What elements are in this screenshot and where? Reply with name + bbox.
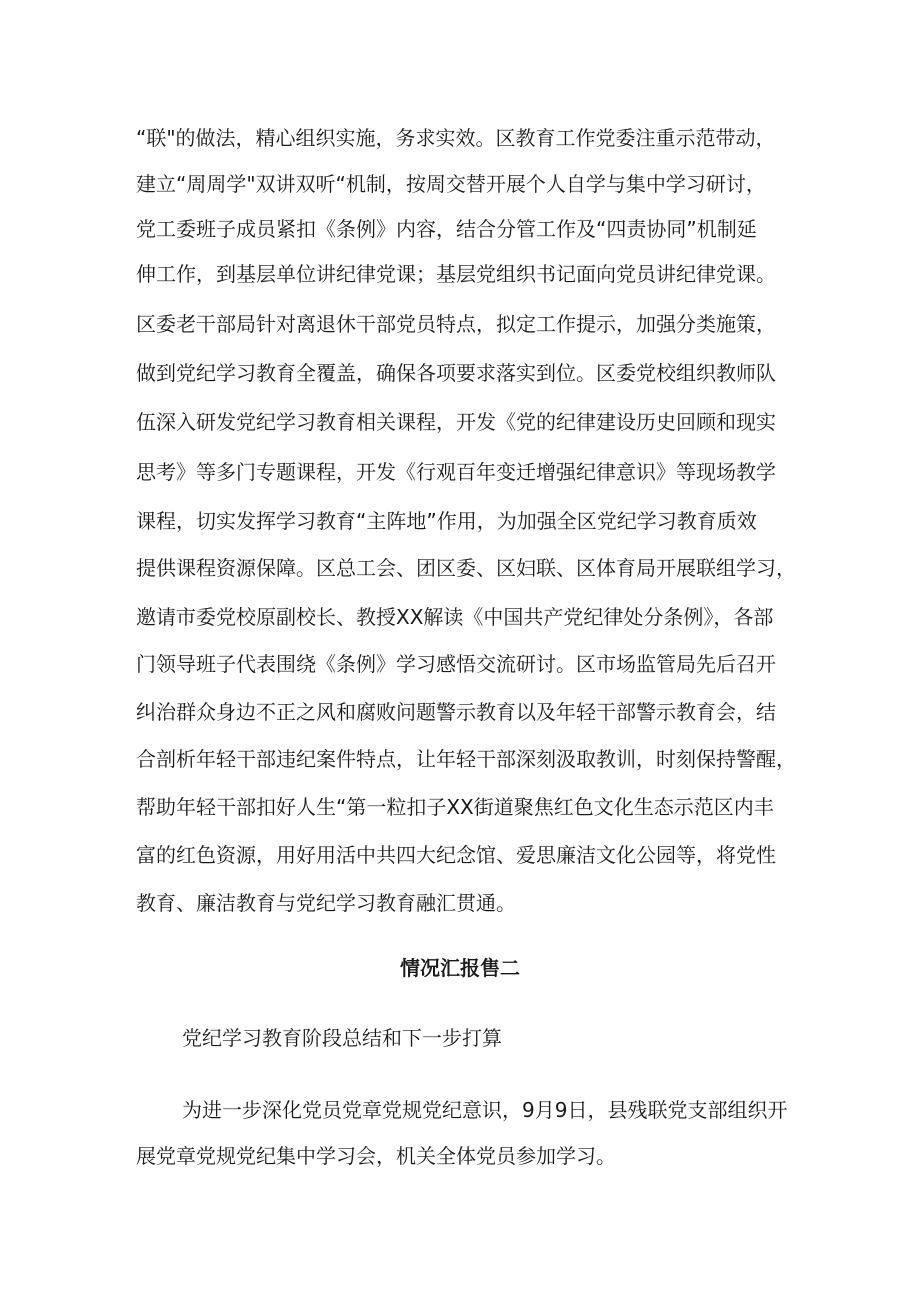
paragraph-line: 伸工作，到基层单位讲纪律党课；基层党组织书记面向党员讲纪律党课。: [136, 262, 776, 286]
paragraph-line: 区委老干部局针对离退休干部党员特点，拟定工作提示，加强分类施策，: [136, 312, 776, 336]
paragraph-line: 建立“周周学"双讲双听“机制，按周交替开展个人自学与集中学习研讨，: [136, 172, 766, 196]
paragraph-line: 合剖析年轻干部违纪案件特点，让年轻干部深刻汲取教训，时刻保持警醒，: [136, 747, 796, 771]
paragraph-line: 教育、廉洁教育与党纪学习教育融汇贯通。: [136, 891, 516, 915]
section-heading: 情况汇报售二: [400, 956, 520, 980]
paragraph-line: 提供课程资源保障。区总工会、团区委、区妇联、区体育局开展联组学习，: [136, 556, 796, 580]
paragraph-line: 伍深入研发党纪学习教育相关课程，开发《党的纪律建设历史回顾和现实: [136, 410, 776, 434]
paragraph-line: 富的红色资源，用好用活中共四大纪念馆、爱思廉洁文化公园等，将党性: [136, 843, 776, 867]
paragraph-line: 做到党纪学习教育全覆盖，确保各项要求落实到位。区委党校组织教师队: [136, 361, 776, 385]
subtitle: 党纪学习教育阶段总结和下一步打算: [182, 1026, 502, 1050]
paragraph-line: 纠治群众身边不正之风和腐败问题警示教育以及年轻干部警示教育会，结: [136, 700, 776, 724]
paragraph-line: 为进一步深化党员党章党规党纪意识，9月9日，县残联党支部组织开: [182, 1098, 788, 1122]
paragraph-line: 思考》等多门专题课程，开发《行观百年变迁增强纪律意识》等现场教学: [136, 460, 776, 484]
paragraph-line: 展党章党规党纪集中学习会，机关全体党员参加学习。: [136, 1144, 616, 1168]
paragraph-line: “联"的做法，精心组织实施，务求实效。区教育工作党委注重示范带动，: [136, 126, 776, 150]
paragraph-line: 帮助年轻干部扣好人生“第一粒扣子XX街道聚焦红色文化生态示范区内丰: [136, 795, 774, 819]
paragraph-line: 课程，切实发挥学习教育“主阵地”作用，为加强全区党纪学习教育质效: [136, 509, 757, 533]
paragraph-line: 邀请市委党校原副校长、教授XX解读《中国共产党纪律处分条例》，各部: [136, 605, 774, 629]
paragraph-line: 门领导班子代表围绕《条例》学习感悟交流研讨。区市场监管局先后召开: [136, 652, 776, 676]
paragraph-line: 党工委班子成员紧扣《条例》内容，结合分管工作及“四责协同”机制延: [136, 217, 757, 241]
